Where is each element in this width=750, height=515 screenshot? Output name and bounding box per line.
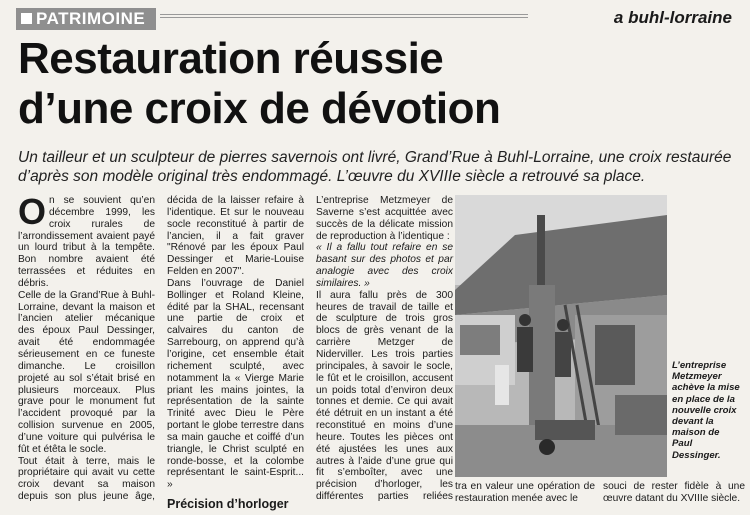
rubric-square-icon xyxy=(21,13,32,24)
location-label: a buhl-lorraine xyxy=(613,8,732,27)
header-rule xyxy=(160,14,528,18)
subhead: Précision d’horloger xyxy=(167,497,289,512)
standfirst: Un tailleur et un sculpteur de pierres savernois ont livré, Grand’Rue à Buhl-Lorraine, une croix restaurée d’après son modèle original très endommagé. L’œuvre du XVIIIe siècle a retrouvé sa place. xyxy=(18,149,732,185)
photo xyxy=(455,195,667,477)
paragraph-3: Tout était à terre, mais le propriétaire qui avait vu cette croix devant sa maison depuis son plus jeune âge, décida de la laisser refaire à l’identique. Et sur le nouveau socle reconstitué à partir de l’ancien, il a fait graver "Rénové par les époux Paul Dessinger et Marie-Louise Felden en 2007". xyxy=(18,195,304,503)
continuation-col-2: souci de rester fidèle à une œuvre datant du XVIIIe siècle. xyxy=(603,481,745,504)
paragraph-5: L’entreprise Metzmeyer de Saverne s’est acquittée avec succès de la délicate mission de reproduction à l’identique : xyxy=(316,195,453,242)
continuation-col-1: tra en valeur une opération de restauration menée avec le xyxy=(455,481,595,504)
paragraph-1-text: n se souvient qu’en décembre 1999, les croix rurales de l’arrondissement avaient payé un lourd tribut à la tempête. Bon nombre avaient été terrassées et réduites en débris. xyxy=(18,195,155,289)
rubric-label: PATRIMOINE xyxy=(36,9,146,28)
article-body xyxy=(18,191,453,513)
headline-line-2: d’une croix de dévotion xyxy=(18,84,501,133)
dropcap: O xyxy=(18,191,47,232)
section-rubric xyxy=(16,8,156,30)
photo-illustration xyxy=(455,195,667,477)
photo-caption: L’entreprise Metzmeyer achève la mise en place de la nouvelle croix devant la maison de Paul Dessinger. xyxy=(672,360,740,461)
headline xyxy=(18,34,738,134)
paragraph-1 xyxy=(18,191,155,290)
paragraph-2: Celle de la Grand’Rue à Buhl-Lorraine, devant la maison et l’ancien atelier mécanique des époux Paul Dessinger, avait été endommagée sérieusement en ce funeste dimanche. Le croisillon projeté au sol s’était brisé en plusieurs morceaux. Plus grave pour le monument fut l’accident provoqué par la collision survenue en 2005, d’une voiture qui pulvérisa le fût et étêta le socle. xyxy=(18,289,155,455)
paragraph-4: Dans l’ouvrage de Daniel Bollinger et Roland Kleine, édité par la SHAL, recensant une partie de croix et calvaires du canton de Sarrebourg, on apprend qu’à l’origine, cet ensemble était richement sculpté, avec notamment la « Vierge Marie priant les mains jointes, la représentation de la sainte Trinité avec Dieu le Père portant le globe terrestre dans sa main gauche et coiffé d’un triangle, le Christ sculpté en ronde-bosse, et la colombe représentant le saint-Esprit... » xyxy=(167,277,304,491)
quote: « Il a fallu tout refaire en se basant sur des photos et par analogie avec des croix similaires. » xyxy=(316,242,453,289)
paragraph-6: Il aura fallu près de 300 heures de travail de taille et de sculpture de trois gros blocs de grès venant de la carrière Metzger de Niderviller. Les trois parties principales, à savoir le socle, le fût et le croisillon, accusent un poids total d’environ deux tonnes et demie. Ce qui avait été détruit en un instant a été reconstitué en moins d’une heure. Toutes les pièces ont été ajustées les unes aux autres à l’aide d’une grue qui fit s’emboîter, avec une précision d’horloger, les différentes parties reliées xyxy=(316,289,453,503)
headline-line-1: Restauration réussie xyxy=(18,34,444,83)
